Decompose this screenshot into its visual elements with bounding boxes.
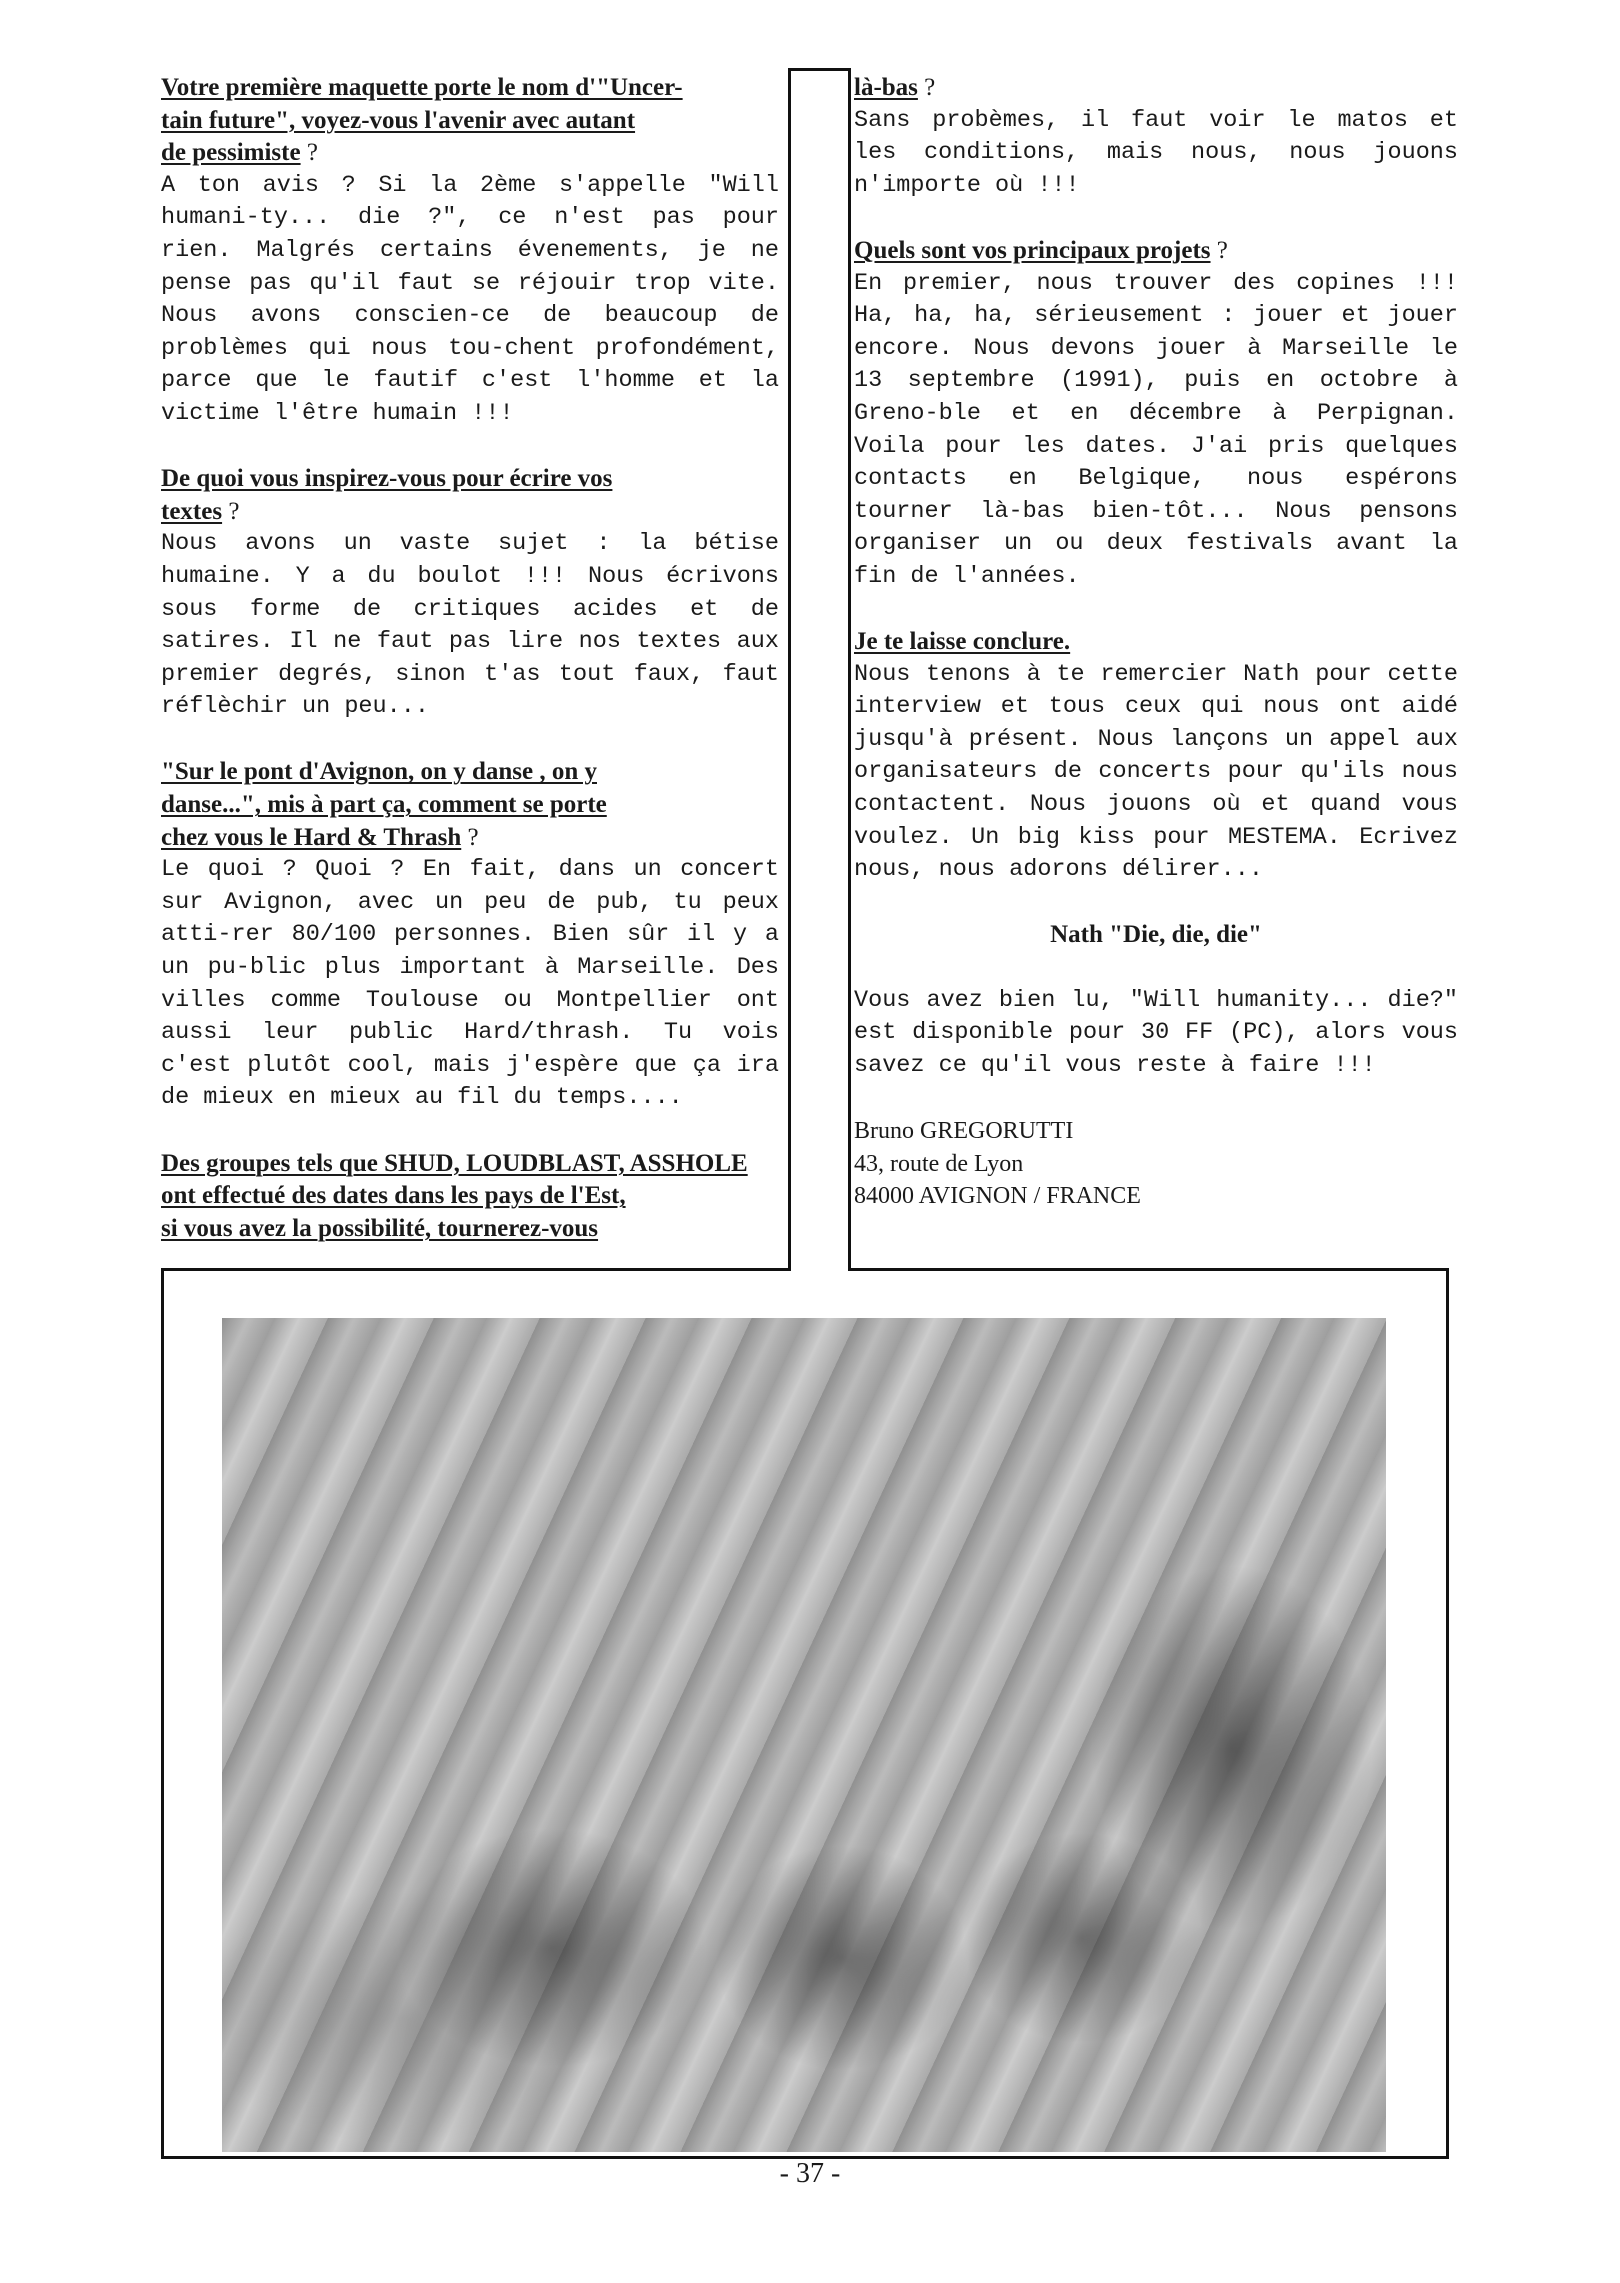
- question-line: Des groupes tels que SHUD, LOUDBLAST, ASSHOLE: [161, 1149, 748, 1177]
- question-line: danse...", mis à part ça, comment se porte: [161, 791, 607, 819]
- question-mark: ?: [300, 139, 318, 167]
- question-line: de pessimiste: [161, 139, 301, 167]
- question-line: ont effectué des dates dans les pays de l'Est,: [161, 1182, 626, 1210]
- interview-question: [161, 756, 779, 854]
- question-line: là-bas: [854, 74, 918, 101]
- question-mark: ?: [1210, 236, 1228, 264]
- question-line: Je te laisse conclure.: [854, 628, 1071, 656]
- question-mark: ?: [917, 74, 936, 101]
- band-photo: [222, 1318, 1386, 2152]
- question-line: De quoi vous inspirez-vous pour écrire vos: [161, 465, 613, 493]
- column-top-rule: [788, 68, 851, 71]
- question-line: "Sur le pont d'Avignon, on y danse , on y: [161, 758, 597, 786]
- interview-question: [854, 626, 1458, 659]
- interview-question: [161, 72, 779, 170]
- photo-frame-top-left: [161, 1268, 791, 1271]
- question-line: Quels sont vos principaux projets: [854, 236, 1211, 264]
- interview-answer: A ton avis ? Si la 2ème s'appelle "Will humani-ty... die ?", ce n'est pas pour rien. Malgrés certains évenements, je ne pense pas qu'il faut se réjouir trop vite. Nous avons conscien-ce de beaucoup de problèmes qui nous tou-chent profondément, parce que le fautif c'est l'homme et la victime l'être humain !!!: [161, 171, 779, 427]
- address-line: 43, route de Lyon: [854, 1150, 1024, 1177]
- signature: Nath "Die, die, die": [1050, 921, 1262, 949]
- question-line: chez vous le Hard & Thrash: [161, 823, 462, 851]
- photo-frame-right: [1446, 1268, 1449, 2158]
- interview-answer: Nous avons un vaste sujet : la bétise humaine. Y a du boulot !!! Nous écrivons sous forme de critiques acides et de satires. Il ne faut pas lire nos textes aux premier degrés, sinon t'as tout faux, faut réflèchir un peu...: [161, 530, 779, 721]
- interview-question: [161, 463, 779, 528]
- address-line: 84000 AVIGNON / FRANCE: [854, 1183, 1141, 1210]
- closing-text: Vous avez bien lu, "Will humanity... die?" est disponible pour 30 FF (PC), alors vous savez ce qu'il vous reste à faire !!!: [854, 986, 1458, 1079]
- interview-question: [161, 1148, 779, 1246]
- left-column-divider: [788, 68, 791, 1271]
- interview-answer: Nous tenons à te remercier Nath pour cette interview et tous ceux qui nous ont aidé jusqu'à présent. Nous lançons un appel aux organisateurs de concerts pour qu'ils nous contactent. Nous jouons où et quand vous voulez. Un big kiss pour MESTEMA. Ecrivez nous, nous adorons délirer...: [854, 660, 1458, 884]
- right-column-divider: [848, 68, 851, 1271]
- question-line: Votre première maquette porte le nom d'"Uncer-: [161, 74, 683, 101]
- address-line: Bruno GREGORUTTI: [854, 1118, 1074, 1144]
- interview-question: [854, 235, 1458, 268]
- question-line: textes: [161, 497, 223, 525]
- question-mark: ?: [222, 497, 240, 525]
- interview-answer: Le quoi ? Quoi ? En fait, dans un concert sur Avignon, avec un peu de pub, tu peux atti-rer 80/100 personnes. Bien sûr il y a un pu-blic plus important à Marseille. Des villes comme Toulouse ou Montpellier ont aussi leur public Hard/thrash. Tu vois c'est plutôt cool, mais j'espère que ça ira de mieux en mieux au fil du temps....: [161, 856, 779, 1112]
- interview-question: [854, 72, 1458, 105]
- photo-frame-top-right: [848, 1268, 1448, 1271]
- question-mark: ?: [461, 823, 479, 851]
- question-line: tain future", voyez-vous l'avenir avec autant: [161, 106, 636, 134]
- interview-answer: En premier, nous trouver des copines !!! Ha, ha, ha, sérieusement : jouer et jouer encore. Nous devons jouer à Marseille le 13 septembre (1991), puis en octobre à Greno-ble et en décembre à Perpignan. Voila pour les dates. J'ai pris quelques contacts en Belgique, nous espérons tourner là-bas bien-tôt... Nous pensons organiser un ou deux festivals avant la fin de l'années.: [854, 269, 1458, 590]
- page-number: - 37 -: [779, 2158, 841, 2189]
- question-line: si vous avez la possibilité, tournerez-vous: [161, 1214, 599, 1242]
- right-column: [854, 72, 1458, 1213]
- interview-answer: Sans probèmes, il faut voir le matos et les conditions, mais nous, nous jouons n'importe où !!!: [854, 106, 1458, 199]
- photo-frame-left: [161, 1268, 164, 2158]
- left-column: [161, 72, 779, 1245]
